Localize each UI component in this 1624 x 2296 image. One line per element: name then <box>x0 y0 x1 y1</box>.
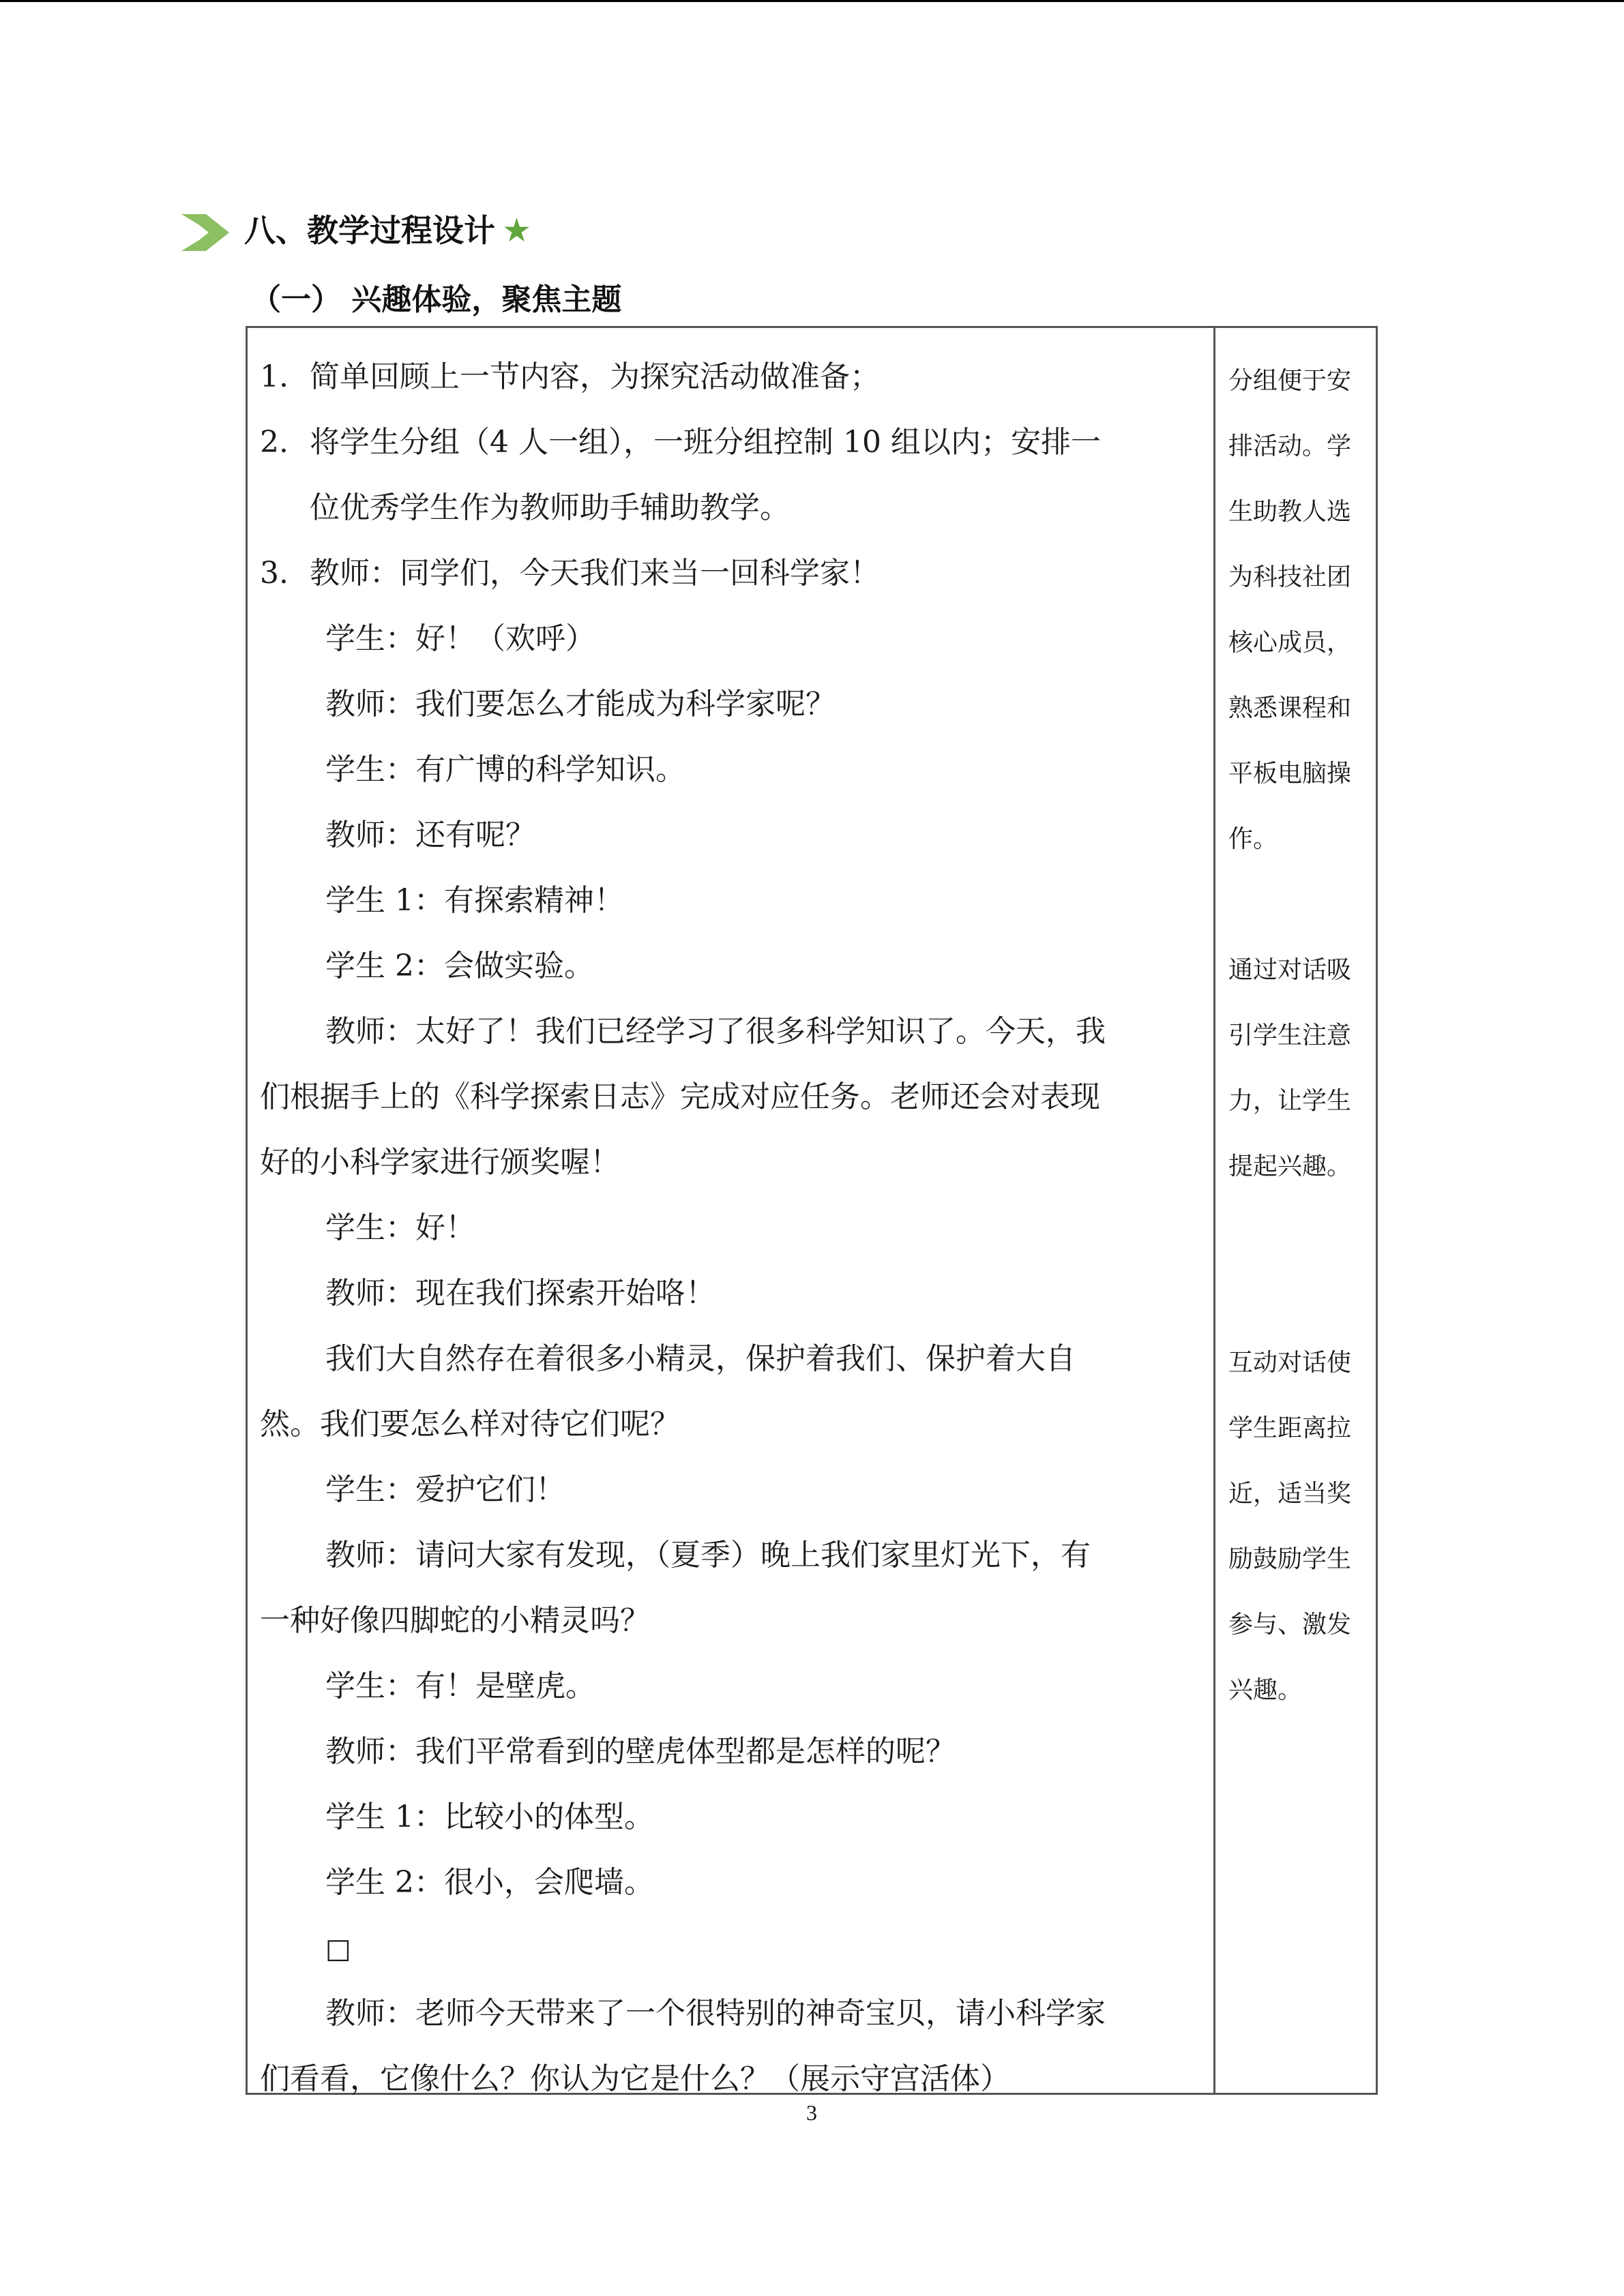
top-border-line <box>0 0 1624 2</box>
line-text: 们看看，它像什么？你认为它是什么？（展示守宫活体） <box>260 2061 1010 2096</box>
side-note-line: 互动对话使 <box>1228 1349 1352 1377</box>
line-text: 然。我们要怎么样对待它们呢？ <box>260 1407 680 1442</box>
side-note-line: 学生距离拉 <box>1228 1414 1352 1442</box>
line-text: 我们大自然存在着很多小精灵，保护着我们、保护着大自 <box>325 1341 1076 1376</box>
list-number: 3. <box>260 556 289 591</box>
line-text: 学生 1：比较小的体型。 <box>325 1800 654 1834</box>
section-title: 八、教学过程设计 <box>244 212 495 249</box>
line-text: 教师：还有呢？ <box>325 818 535 852</box>
line-text: 教师：现在我们探索开始咯！ <box>325 1276 715 1311</box>
side-note-line: 熟悉课程和 <box>1228 694 1352 722</box>
text-line <box>260 1719 1201 1785</box>
text-line <box>260 1195 1201 1261</box>
line-text: 学生：好！ <box>325 1210 475 1245</box>
section-title-row <box>244 203 531 258</box>
side-note-line: 核心成员， <box>1228 629 1352 657</box>
text-line <box>260 1915 1201 1981</box>
text-line <box>260 672 1201 737</box>
line-text: 好的小科学家进行颁奖喔！ <box>260 1145 620 1180</box>
side-note-line: 兴趣。 <box>1228 1676 1303 1704</box>
line-text: 学生 1：有探索精神！ <box>325 883 624 918</box>
side-note-line: 提起兴趣。 <box>1228 1152 1352 1180</box>
list-number: 2. <box>260 425 289 460</box>
line-text: 学生：有！是壁虎。 <box>325 1669 595 1703</box>
line-text: 教师：我们平常看到的壁虎体型都是怎样的呢？ <box>325 1734 956 1769</box>
side-note-line: 生助教人选 <box>1228 498 1352 526</box>
side-note-line: 参与、激发 <box>1228 1611 1352 1639</box>
side-note-line: 为科技社团 <box>1228 563 1352 591</box>
star-icon: ★ <box>502 211 532 250</box>
line-text: 将学生分组（4 人一组），一班分组控制 10 组以内；安排一 <box>310 425 1101 460</box>
chevron-bullet-icon <box>179 209 233 256</box>
side-note-line: 排活动。学 <box>1228 432 1352 460</box>
lesson-table <box>246 326 1378 2095</box>
checkbox-glyph: □ <box>325 1933 351 1965</box>
side-note-line: 作。 <box>1228 825 1278 853</box>
side-note-line: 励鼓励学生 <box>1228 1545 1352 1573</box>
side-note-line: 分组便于安 <box>1228 367 1352 395</box>
text-line <box>260 1981 1201 2046</box>
side-note-line <box>1228 872 1365 938</box>
line-text: 学生 2：会做实验。 <box>325 949 594 983</box>
text-line <box>260 1850 1201 1915</box>
text-line <box>260 868 1201 934</box>
text-line <box>260 2046 1201 2112</box>
subsection-title: （一） 兴趣体验，聚焦主题 <box>251 282 622 317</box>
text-line <box>260 1064 1201 1130</box>
line-text: 学生 2：很小，会爬墙。 <box>325 1865 654 1900</box>
line-text: 学生：有广博的科学知识。 <box>325 752 685 787</box>
side-note-line: 力，让学生 <box>1228 1087 1352 1115</box>
side-note-line <box>1228 1265 1365 1330</box>
text-line <box>260 803 1201 868</box>
side-note-line: 平板电脑操 <box>1228 760 1352 788</box>
text-line <box>260 1588 1201 1654</box>
text-line <box>260 1523 1201 1588</box>
text-line <box>260 1457 1201 1523</box>
side-note-line: 引学生注意 <box>1228 1022 1352 1049</box>
text-line <box>260 606 1201 672</box>
text-line <box>260 737 1201 803</box>
text-line <box>260 344 1201 410</box>
line-text: 教师：太好了！我们已经学习了很多科学知识了。今天，我 <box>325 1014 1106 1049</box>
line-text: 教师：请问大家有发现，（夏季）晚上我们家里灯光下，有 <box>325 1538 1091 1572</box>
line-text: 教师：我们要怎么才能成为科学家呢？ <box>325 687 836 721</box>
line-text: 学生：好！（欢呼） <box>325 621 595 656</box>
text-line <box>260 1326 1201 1392</box>
side-note-line: 近，适当奖 <box>1228 1480 1352 1508</box>
page-number: 3 <box>806 2100 817 2125</box>
list-number: 1. <box>260 359 289 394</box>
text-line <box>260 410 1201 475</box>
line-text: 学生：爱护它们！ <box>325 1472 565 1507</box>
line-text: 简单回顾上一节内容，为探究活动做准备； <box>310 359 880 394</box>
text-line <box>260 541 1201 606</box>
line-text: 们根据手上的《科学探索日志》完成对应任务。老师还会对表现 <box>260 1079 1100 1114</box>
line-text: 教师：老师今天带来了一个很特别的神奇宝贝，请小科学家 <box>325 1996 1106 2031</box>
text-line <box>260 934 1201 999</box>
line-text: 一种好像四脚蛇的小精灵吗？ <box>260 1603 650 1638</box>
column-divider <box>1213 328 1215 2093</box>
line-text: 位优秀学生作为教师助手辅助教学。 <box>310 490 790 525</box>
text-line <box>260 1130 1201 1195</box>
text-line <box>260 999 1201 1064</box>
side-note-line: 通过对话吸 <box>1228 956 1352 984</box>
line-text: 教师：同学们，今天我们来当一回科学家！ <box>310 556 880 591</box>
text-line <box>260 1654 1201 1719</box>
design-intent-column <box>1228 348 1365 1723</box>
text-line <box>260 1392 1201 1457</box>
text-line <box>260 475 1201 541</box>
text-line <box>260 1261 1201 1326</box>
text-line <box>260 1785 1201 1850</box>
side-note-line <box>1228 1199 1365 1265</box>
teaching-process-column <box>260 344 1201 2112</box>
